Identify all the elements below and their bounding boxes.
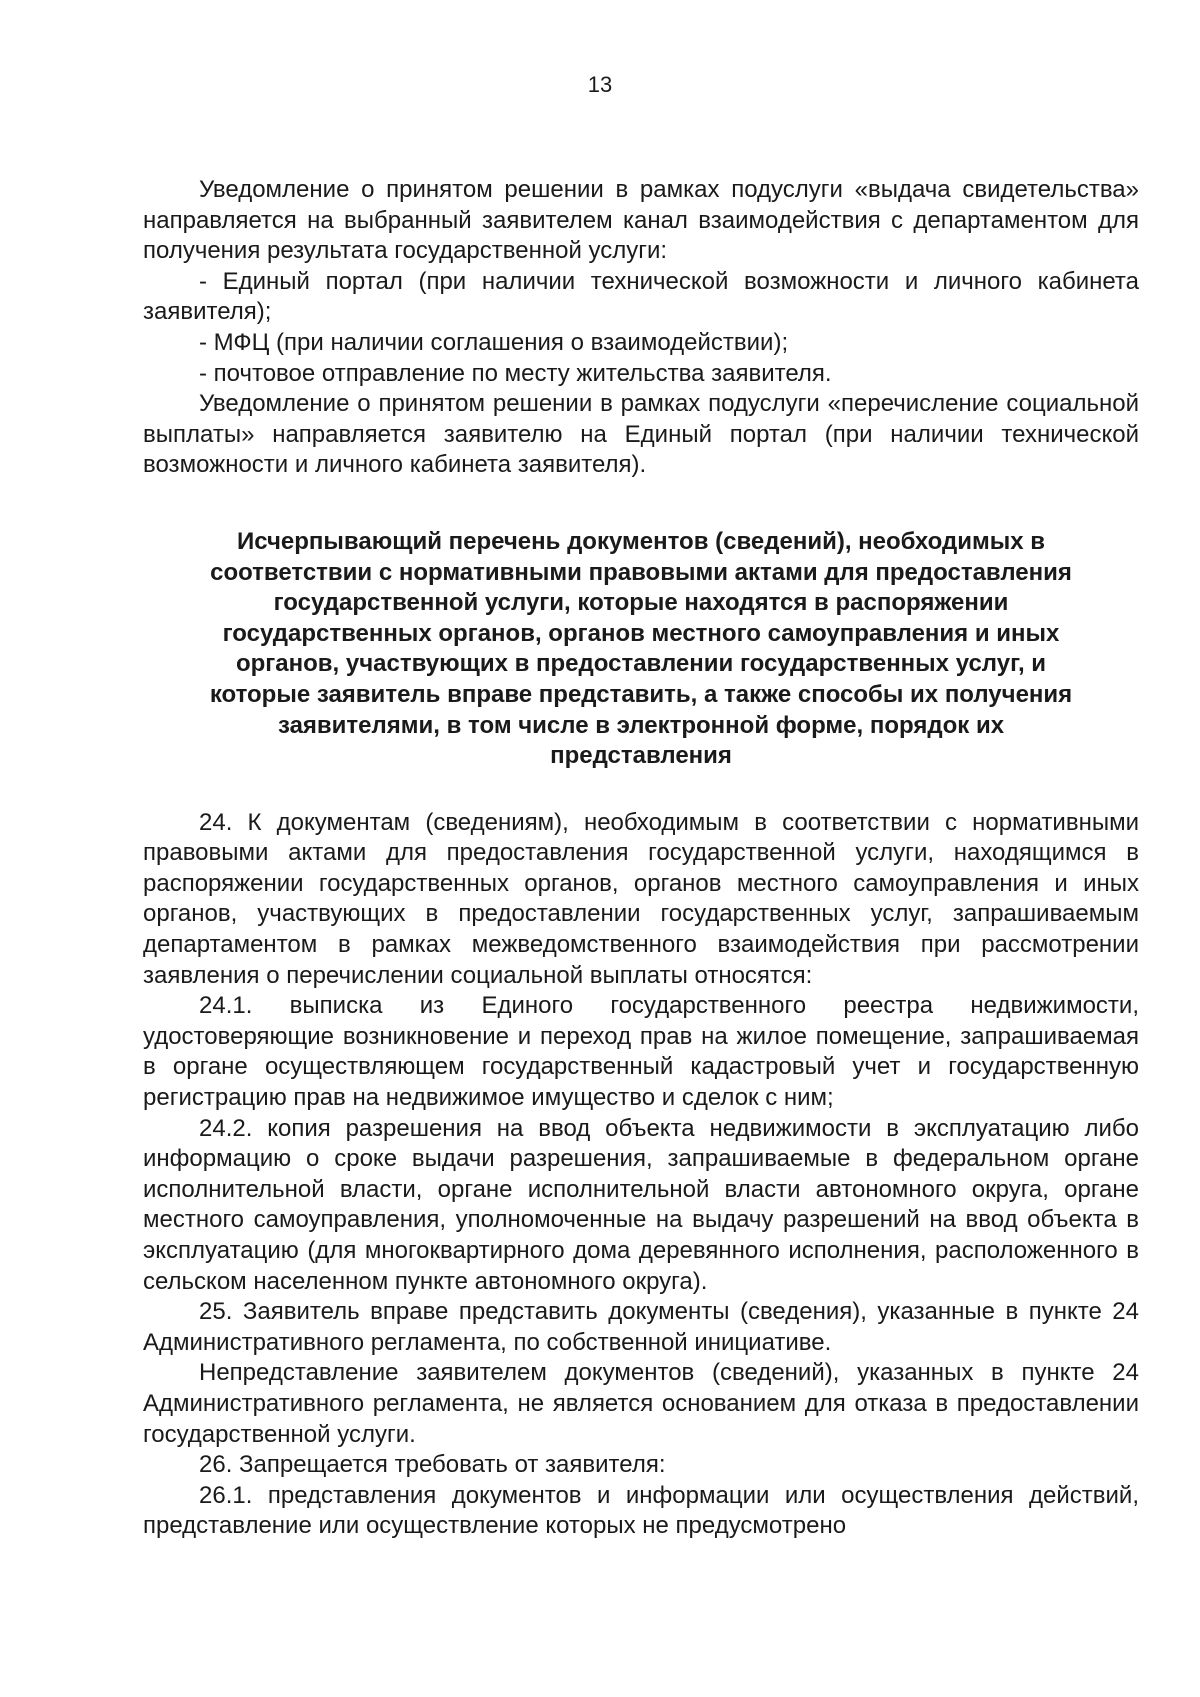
paragraph-24-2: 24.2. копия разрешения на ввод объекта недвижимости в эксплуатацию либо информацию о сроке выдачи разрешения, запрашиваемые в федеральном органе исполнительной власти, органе исполнительной власти автономного округа, органе местного самоуправления, уполномоченные на выдачу разрешений на ввод объекта в эксплуатацию (для многоквартирного дома деревянного исполнения, расположенного в сельском населенном пункте автономного округа). [143,1114,1139,1295]
paragraph-24-1: 24.1. выписка из Единого государственного реестра недвижимости, удостоверяющие возникновение и переход прав на жилое помещение, запрашиваемая в органе осуществляющем государственный кадастровый учет и государственную регистрацию прав на недвижимое имущество и сделок с ним; [143,992,1139,1112]
paragraph-26-1: 26.1. представления документов и информации или осуществления действий, представление или осуществление которых не предусмотрено [143,1481,1139,1540]
paragraph-26: 26. Запрещается требовать от заявителя: [199,1451,666,1479]
document-body [143,175,1139,1542]
paragraph-non-submission: Непредставление заявителем документов (сведений), указанных в пункте 24 Административного регламента, не является основанием для отказа в предоставлении государственной услуги. [143,1359,1139,1448]
main-section [143,808,1139,1542]
paragraph-25: 25. Заявитель вправе представить документы (сведения), указанные в пункте 24 Административного регламента, по собственной инициативе. [143,1298,1139,1356]
list-item-mfc: - МФЦ (при наличии соглашения о взаимодействии); [199,328,789,356]
page-number: 13 [587,72,613,97]
paragraph-notice-payment: Уведомление о принятом решении в рамках подуслуги «перечисление социальной выплаты» направляется заявителю на Единый портал (при наличии технической возможности и личного кабинета заявителя). [143,390,1139,479]
section-heading: Исчерпывающий перечень документов (сведений), необходимых в соответствии с нормативными правовыми актами для предоставления государственной услуги, которые находятся в распоряжении государственных органов, органов местного самоуправления и иных органов, участвующих в предоставлении государственных услуг, и которые заявитель вправе представить, а также способы их получения заявителями, в том числе в электронной форме, порядок их представления [209,527,1073,770]
paragraph-notice-certificate: Уведомление о принятом решении в рамках подуслуги «выдача свидетельства» направляется на выбранный заявителем канал взаимодействия с департаментом для получения результата государственной услуги: [143,176,1139,265]
list-item-unified-portal: - Единый портал (при наличии технической возможности и личного кабинета заявителя); [143,267,1139,326]
paragraph-24: 24. К документам (сведениям), необходимым в соответствии с нормативными правовыми актами для предоставления государственной услуги, находящимся в распоряжении государственных органов, органов местного самоуправления и иных органов, участвующих в предоставлении государственных услуг, запрашиваемым департаментом в рамках межведомственного взаимодействия при рассмотрении заявления о перечислении социальной выплаты относятся: [143,808,1139,989]
list-item-postal: - почтовое отправление по месту жительства заявителя. [199,359,832,387]
intro-section [143,175,1139,481]
